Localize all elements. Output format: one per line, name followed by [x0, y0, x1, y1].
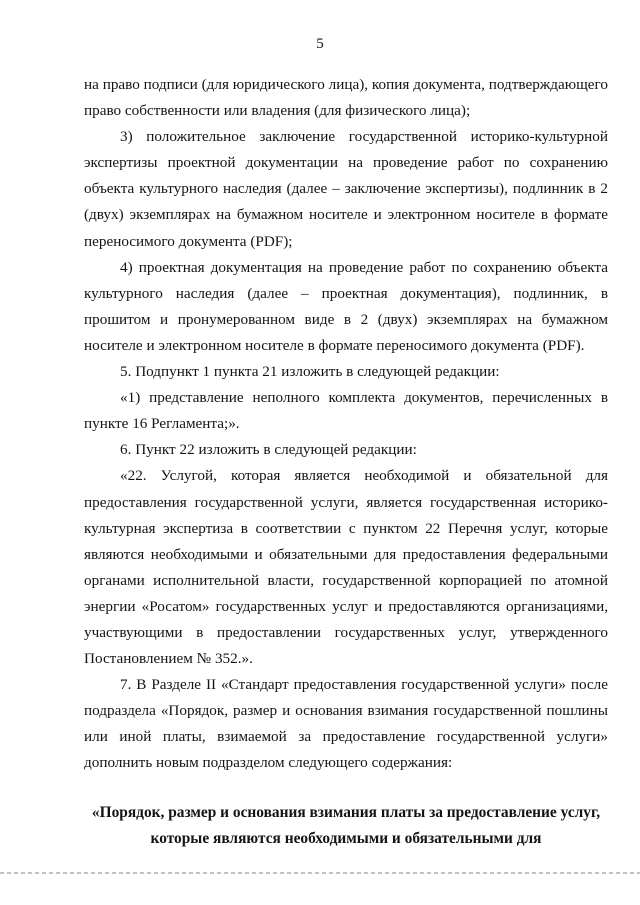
- heading-line-2: которые являются необходимыми и обязательными для: [150, 830, 542, 847]
- paragraph-8: 7. В Разделе II «Стандарт предоставления государственной услуги» после подраздела «Порядок, размер и основания взимания государственной пошлины или иной платы, взимаемой за предоставление государственной услуги» дополнить новым подразделом следующего содержания:: [84, 676, 608, 772]
- heading-line-1: «Порядок, размер и основания взимания платы за предоставление услуг,: [91, 804, 601, 821]
- paragraph-2: 3) положительное заключение государственной историко-культурной экспертизы проектной документации на проведение работ по сохранению объекта культурного наследия (далее – заключение экспертизы), подлинник в 2 (двух) экземплярах на бумажном носителе и электронном носителе в формате переносимого документа (PDF);: [84, 128, 608, 250]
- paragraph-6: 6. Пункт 22 изложить в следующей редакции:: [120, 441, 417, 459]
- paragraph-3: 4) проектная документация на проведение работ по сохранению объекта культурного наследия (далее – проектная документация), подлинник, в прошитом и пронумерованном виде в 2 (двух) экземплярах на бумажном носителе и электронном носителе в формате переносимого документа (PDF).: [84, 258, 608, 354]
- paragraph-1: на право подписи (для юридического лица), копия документа, подтверждающего право собственности или владения (для физического лица);: [84, 76, 608, 120]
- paragraph-4: 5. Подпункт 1 пункта 21 изложить в следующей редакции:: [120, 363, 500, 381]
- paragraph-5: «1) представление неполного комплекта документов, перечисленных в пункте 16 Регламента;».: [84, 389, 608, 433]
- section-heading: [84, 800, 608, 852]
- body-text: [84, 72, 608, 777]
- page-number: 5: [316, 36, 324, 52]
- paragraph-7: «22. Услугой, которая является необходимой и обязательной для предоставления государственной услуги, является государственная историко-культурная экспертиза в соответствии с пунктом 22 Перечня услуг, которые являются необходимыми и обязательными для предоставления федеральными органами исполнительной власти, государственной корпорацией по атомной энергии «Росатом» государственных услуг и предоставляются организациями, участвующими в предоставлении государственных услуг, утвержденного Постановлением № 352.».: [84, 467, 608, 668]
- scan-edge-divider: [0, 872, 640, 874]
